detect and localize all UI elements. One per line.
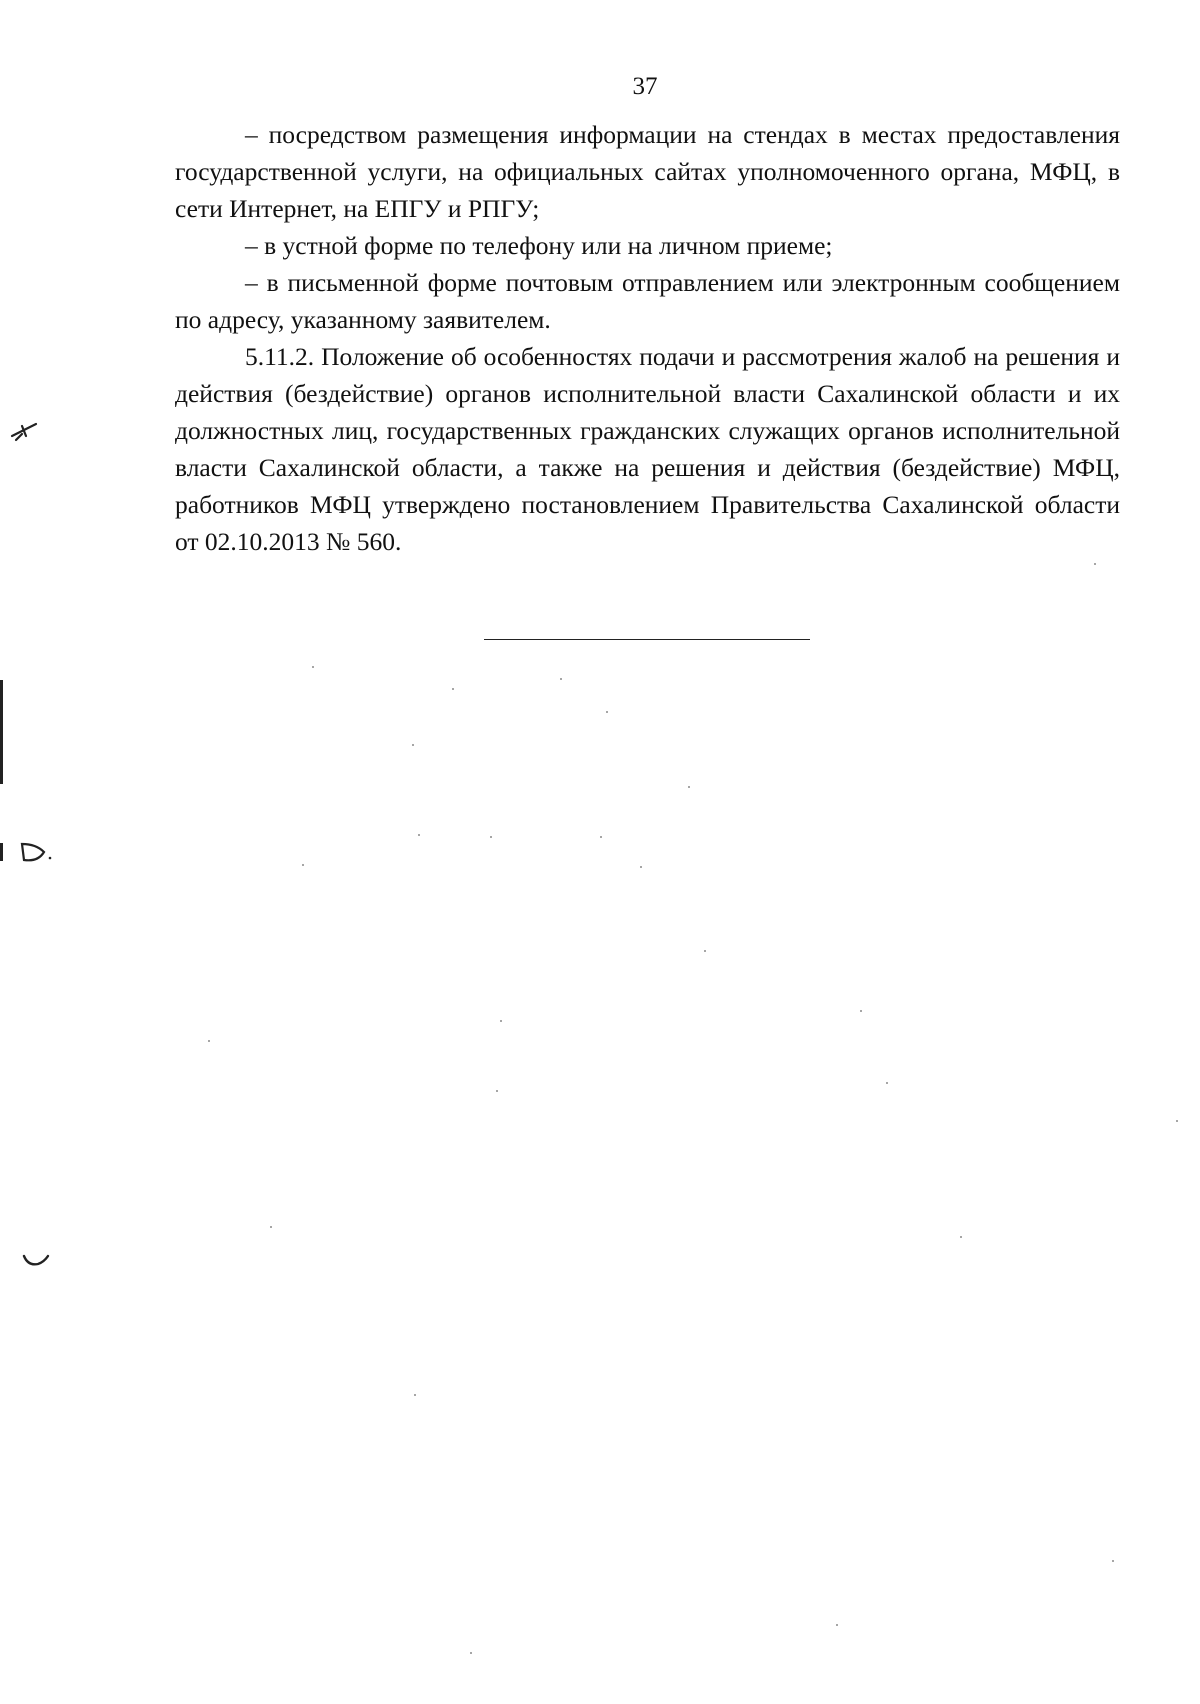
- scan-speck: [270, 1226, 272, 1228]
- scan-speck: [886, 1082, 888, 1084]
- scan-speck: [1094, 563, 1096, 565]
- document-body: [175, 116, 1120, 560]
- scan-speck: [470, 1652, 472, 1654]
- scan-speck: [452, 688, 454, 690]
- scan-speck: [1176, 1120, 1178, 1122]
- paragraph-5-11-2: 5.11.2. Положение об особенностях подачи и рассмотрения жалоб на решения и действия (бездействие) органов исполнительной власти Сахалинской области и их должностных лиц, государственных гражданских служащих органов исполнительной власти Сахалинской области, а также на решения и действия (бездействие) МФЦ, работников МФЦ утверждено постановлением Правительства Сахалинской области от 02.10.2013 № 560.: [175, 342, 1120, 556]
- paragraph-oral-form: – в устной форме по телефону или на личном приеме;: [245, 231, 833, 260]
- scan-speck: [606, 711, 608, 713]
- scan-speck: [860, 1010, 862, 1012]
- scan-speck: [418, 834, 420, 836]
- scan-speck: [1112, 1560, 1114, 1562]
- scan-speck: [704, 950, 706, 952]
- scan-speck: [312, 666, 314, 668]
- end-divider-line: [484, 639, 810, 640]
- scan-speck: [496, 1090, 498, 1092]
- scan-speck: [836, 1624, 838, 1626]
- paragraph-info-stands: – посредством размещения информации на стендах в местах предоставления государственной услуги, на официальных сайтах уполномоченного органа, МФЦ, в сети Интернет, на ЕПГУ и РПГУ;: [175, 120, 1120, 223]
- scan-speck: [208, 1040, 210, 1042]
- scan-artifact-mark: [10, 420, 40, 444]
- scan-speck: [302, 864, 304, 866]
- scan-speck: [688, 786, 690, 788]
- scan-speck: [560, 678, 562, 680]
- scan-artifact-mark: [18, 840, 52, 866]
- scan-artifact-mark: [22, 1252, 52, 1272]
- paragraph-written-form: – в письменной форме почтовым отправлением или электронным сообщением по адресу, указанному заявителем.: [175, 268, 1120, 334]
- scan-speck: [640, 866, 642, 868]
- scan-speck: [414, 1394, 416, 1396]
- scan-speck: [600, 836, 602, 838]
- scan-speck: [490, 836, 492, 838]
- scan-speck: [412, 744, 414, 746]
- page-number: 37: [632, 73, 658, 100]
- scan-margin-mark: [0, 680, 3, 784]
- scan-margin-tick: [0, 843, 3, 861]
- scan-speck: [500, 1020, 502, 1022]
- scan-speck: [960, 1236, 962, 1238]
